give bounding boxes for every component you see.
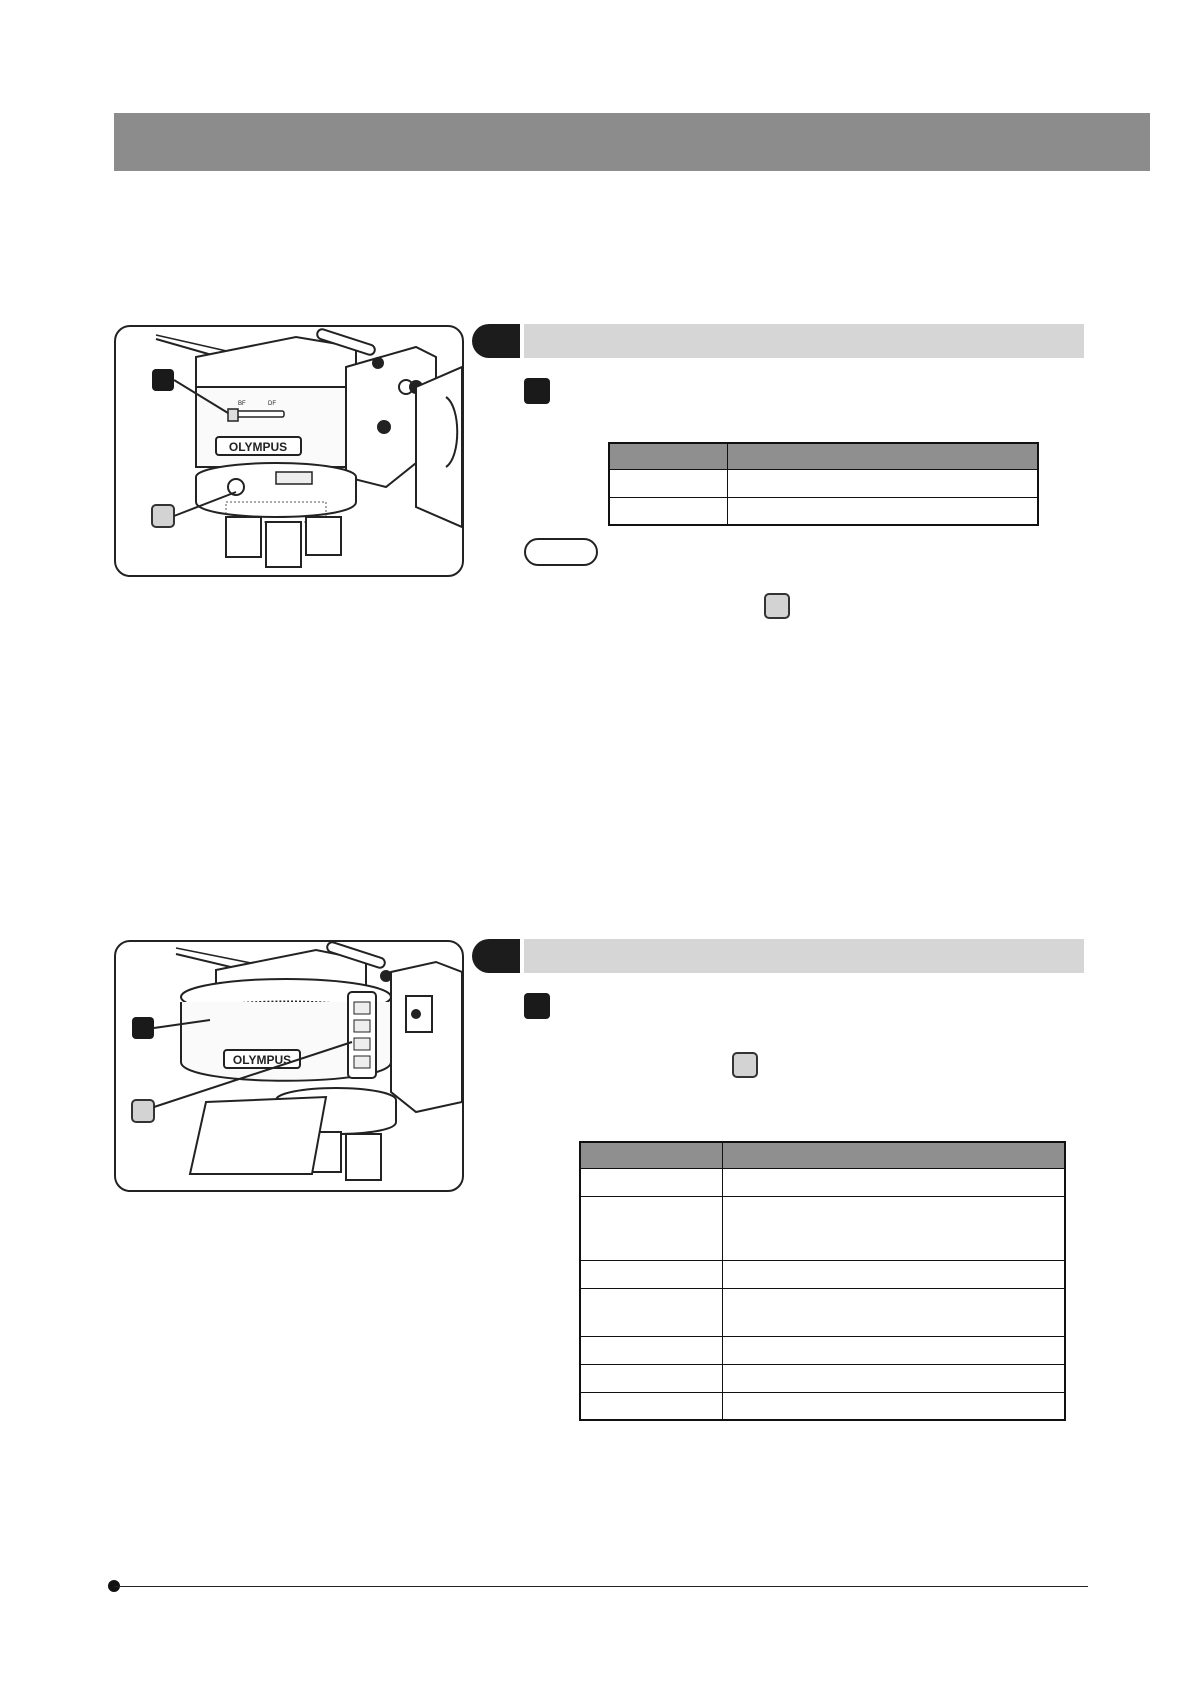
table-row [580,1260,1065,1288]
section-2-table [579,1141,1066,1421]
table-cell [580,1168,723,1196]
table-cell [723,1392,1066,1420]
table-header-cell [728,443,1039,469]
table-header-cell [580,1142,723,1168]
table-cell [580,1288,723,1336]
table-cell [609,469,728,497]
table-cell [723,1260,1066,1288]
table-row [580,1196,1065,1260]
table-header-cell [609,443,728,469]
section-1-number-tab [472,324,520,358]
step-1-badge [524,993,550,1019]
inline-grey-reference-marker [732,1052,758,1078]
footer-rule [114,1586,1088,1587]
table-header-cell [723,1142,1066,1168]
switch-label-df: DF [268,401,276,407]
callout-marker-black [152,369,174,391]
inline-grey-reference-marker [764,593,790,619]
section-1-table [608,442,1039,526]
table-cell [580,1364,723,1392]
section-2-title-bar [524,939,1084,973]
microscope-illustration-1 [116,327,462,575]
table-cell [723,1288,1066,1336]
table-row [580,1288,1065,1336]
table-row [609,469,1038,497]
table-cell [580,1392,723,1420]
table-row [580,1168,1065,1196]
figure-revolving-turret [114,940,464,1192]
table-cell [723,1364,1066,1392]
table-cell [728,497,1039,525]
table-cell [728,469,1039,497]
chapter-header-banner [114,113,1150,171]
callout-marker-black [132,1017,154,1039]
table-cell [580,1196,723,1260]
figure-illuminator-bf-df-switch [114,325,464,577]
table-row [609,497,1038,525]
olympus-logo: OLYMPUS [228,440,288,454]
table-row [580,1364,1065,1392]
table-cell [580,1260,723,1288]
section-1-title-bar [524,324,1084,358]
olympus-logo-2: OLYMPUS [232,1053,292,1067]
callout-marker-grey [152,505,174,527]
callout-marker-grey [132,1100,154,1122]
table-cell [723,1168,1066,1196]
table-cell [580,1336,723,1364]
table-cell [723,1336,1066,1364]
table-cell [723,1196,1066,1260]
table-row [580,1392,1065,1420]
microscope-illustration-2 [116,942,462,1190]
section-2-number-tab [472,939,520,973]
note-label-pill [524,538,598,566]
table-row [580,1336,1065,1364]
table-cell [609,497,728,525]
switch-label-bf: BF [238,401,246,407]
step-1-badge [524,378,550,404]
